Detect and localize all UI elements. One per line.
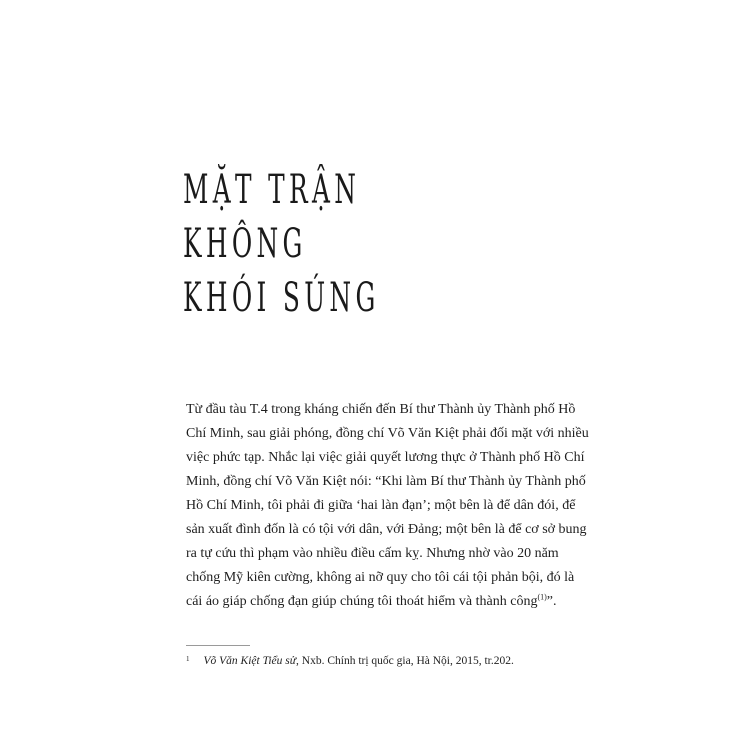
footnote-reference[interactable]: (1) [537, 592, 547, 602]
body-paragraph [186, 398, 589, 614]
body-line: việc phức tạp. Nhắc lại việc giải quyết lương thực ở Thành phố Hồ Chí [186, 450, 585, 465]
body-line: Từ đầu tàu T.4 trong kháng chiến đến Bí thư Thành ủy Thành phố Hồ [186, 402, 576, 417]
footnote-citation: , Nxb. Chính trị quốc gia, Hà Nội, 2015, tr.202. [296, 655, 514, 667]
body-line: cái áo giáp chống đạn giúp chúng tôi thoát hiểm và thành công [186, 594, 538, 609]
body-line: ra tự cứu thì phạm vào nhiều điều cấm kỵ. Nhưng nhờ vào 20 năm [186, 546, 559, 561]
footnote-divider [186, 645, 250, 646]
body-line-last [186, 590, 572, 614]
title-line: KHÔNG [183, 221, 307, 267]
body-line: chống Mỹ kiên cường, không ai nỡ quy cho tôi cái tội phản bội, đó là [186, 570, 575, 585]
footnote-book-title: Võ Văn Kiệt Tiểu sử [203, 655, 297, 667]
body-line: Hồ Chí Minh, tôi phải đi giữa ‘hai làn đạn’; một bên là để dân đói, để [186, 498, 576, 513]
title-line: KHÓI SÚNG [183, 275, 380, 321]
closing-quote: ”. [546, 594, 557, 609]
body-line: Minh, đồng chí Võ Văn Kiệt nói: “Khi làm Bí thư Thành ủy Thành phố [186, 474, 586, 489]
footnote-number: 1 [186, 655, 190, 663]
body-line: sản xuất đình đốn là có tội với dân, với Đảng; một bên là để cơ sở bung [186, 522, 587, 537]
footnote [186, 655, 514, 667]
body-line: Chí Minh, sau giải phóng, đồng chí Võ Văn Kiệt phải đối mặt với nhiều [186, 426, 589, 441]
chapter-title [183, 163, 380, 325]
title-line: MẶT TRẬN [183, 167, 361, 213]
